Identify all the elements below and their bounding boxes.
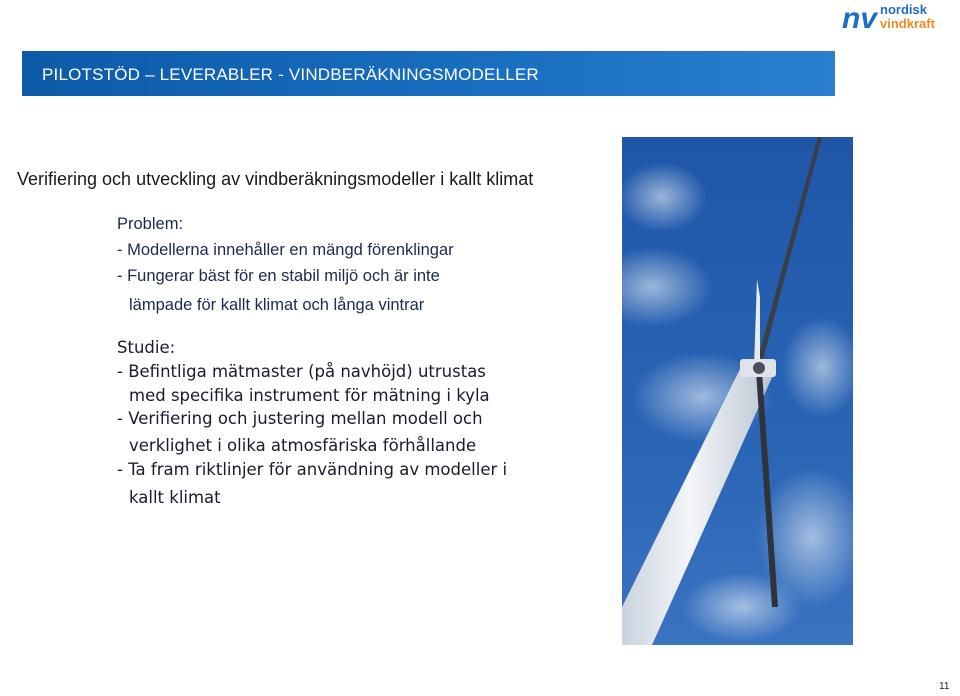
problem-section [117, 211, 454, 318]
slide-subtitle: Verifiering och utveckling av vindberäkningsmodeller i kallt klimat [17, 169, 534, 189]
logo-mark: nv [842, 2, 878, 32]
study-line: - Befintliga mätmaster (på navhöjd) utrustas [117, 361, 486, 381]
title-banner [22, 51, 835, 96]
logo-word-vindkraft: vindkraft [880, 16, 935, 31]
problem-line: - Modellerna innehåller en mängd förenklingar [117, 241, 454, 259]
problem-line: lämpade för kallt klimat och långa vintrar [129, 296, 425, 314]
study-line: - Ta fram riktlinjer för användning av modeller i [117, 459, 508, 479]
slide-title: PILOTSTÖD – LEVERABLER - VINDBERÄKNINGSMODELLER [42, 65, 539, 84]
cloud [682, 572, 802, 642]
nordisk-vindkraft-logo [840, 2, 958, 32]
wind-turbine-photo [622, 137, 853, 645]
logo-word-nordisk: nordisk [880, 2, 927, 17]
problem-line: - Fungerar bäst för en stabil miljö och är inte [117, 267, 440, 285]
study-line: med specifika instrument för mätning i kyla [129, 385, 490, 405]
page-number: 11 [939, 681, 950, 692]
study-section [117, 336, 507, 510]
study-line: verklighet i olika atmosfäriska förhållande [129, 436, 477, 456]
study-line: - Verifiering och justering mellan modell och [117, 409, 483, 429]
turbine-hub [753, 362, 765, 374]
problem-heading: Problem: [117, 215, 184, 233]
study-heading: Studie: [117, 338, 176, 357]
study-line: kallt klimat [129, 487, 221, 507]
